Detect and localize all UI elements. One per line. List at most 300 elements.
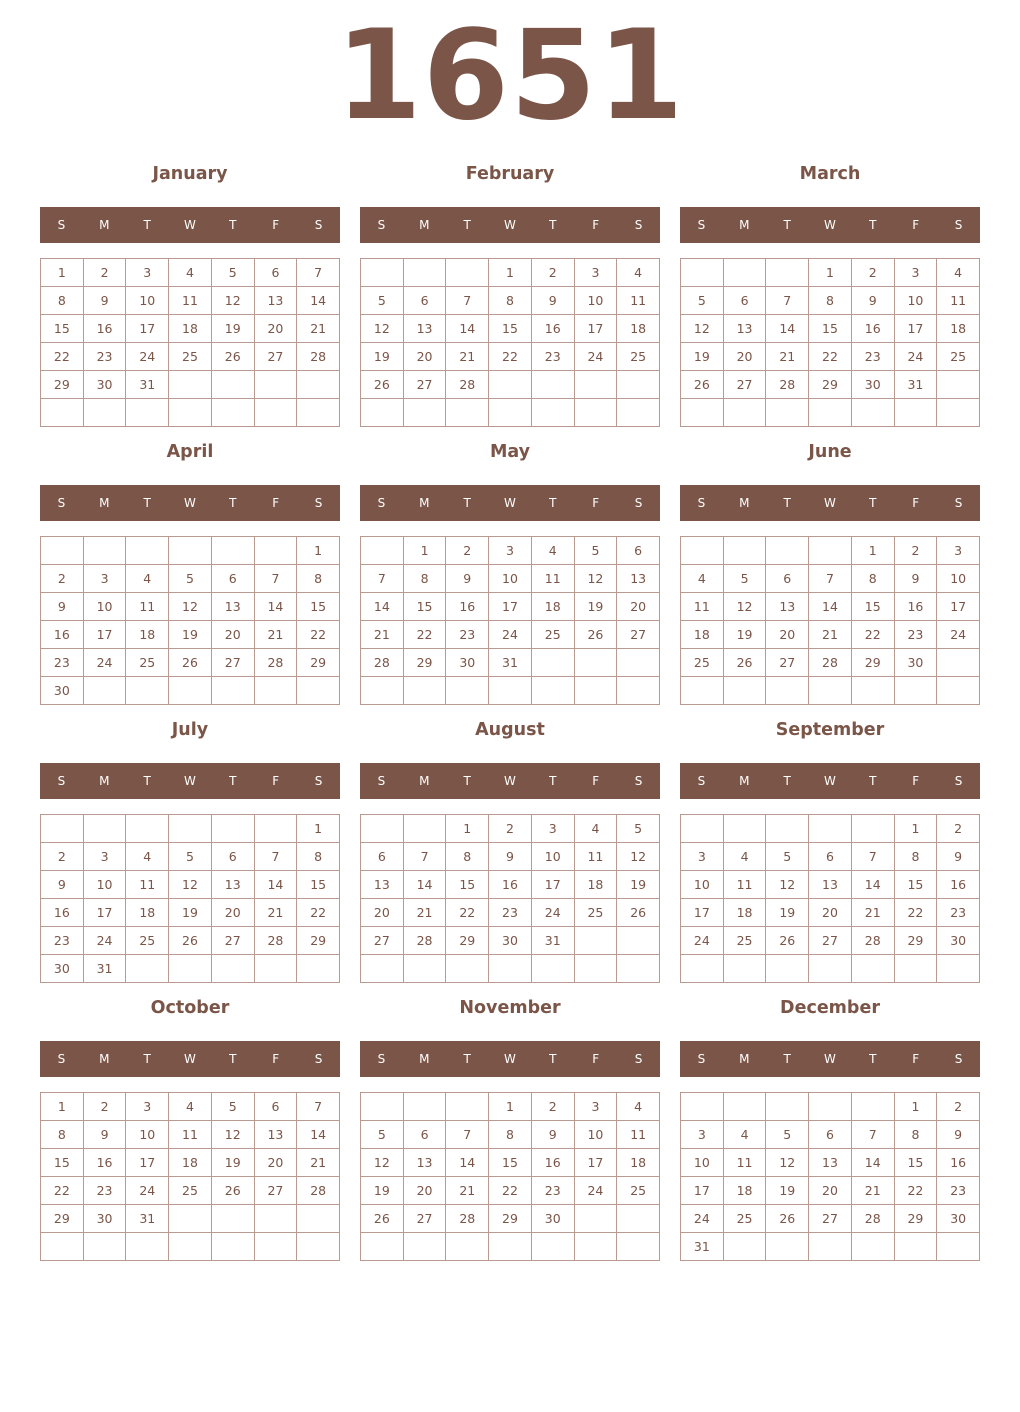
day-cell: 1 (489, 1093, 532, 1121)
month-october (40, 992, 340, 1270)
weekday-label: F (592, 774, 600, 788)
day-cell: 15 (489, 1149, 532, 1177)
day-cell: 11 (617, 287, 660, 315)
day-cell: 24 (489, 621, 532, 649)
empty-day-cell (361, 259, 404, 287)
empty-day-cell (895, 399, 938, 427)
day-cell: 1 (895, 1093, 938, 1121)
day-cell: 25 (617, 343, 660, 371)
day-cell: 26 (169, 649, 212, 677)
weekday-label: S (314, 218, 323, 232)
day-cell: 28 (852, 927, 895, 955)
weekday-label: M (419, 496, 430, 510)
day-cell: 26 (724, 649, 767, 677)
month-name: November (459, 998, 561, 1018)
day-cell: 21 (446, 1177, 489, 1205)
day-cell: 11 (169, 287, 212, 315)
day-cell: 7 (446, 1121, 489, 1149)
month-september (680, 714, 980, 992)
weekday-label: W (504, 774, 516, 788)
day-cell: 17 (575, 315, 618, 343)
empty-day-cell (41, 399, 84, 427)
empty-day-cell (575, 649, 618, 677)
empty-day-cell (297, 1233, 340, 1261)
weekday-header (40, 1041, 340, 1077)
day-cell: 15 (895, 871, 938, 899)
empty-day-cell (617, 1233, 660, 1261)
weekday-label: T (549, 218, 557, 232)
empty-day-cell (84, 677, 127, 705)
day-cell: 25 (681, 649, 724, 677)
weekday-label: M (99, 774, 110, 788)
day-cell: 17 (126, 315, 169, 343)
day-cell: 25 (126, 927, 169, 955)
month-name: September (775, 720, 885, 740)
day-cell: 22 (895, 1177, 938, 1205)
day-cell: 31 (84, 955, 127, 983)
weekday-header (680, 1041, 980, 1077)
empty-day-cell (575, 927, 618, 955)
day-cell: 14 (766, 315, 809, 343)
day-cell: 15 (895, 1149, 938, 1177)
weekday-label: T (229, 496, 237, 510)
empty-day-cell (852, 955, 895, 983)
day-cell: 8 (297, 843, 340, 871)
day-cell: 21 (852, 1177, 895, 1205)
day-cell: 25 (575, 899, 618, 927)
month-july (40, 714, 340, 992)
weekday-label: M (419, 774, 430, 788)
empty-day-cell (766, 399, 809, 427)
day-cell: 23 (489, 899, 532, 927)
day-cell: 6 (404, 1121, 447, 1149)
day-cell: 2 (532, 1093, 575, 1121)
month-november (360, 992, 660, 1270)
day-cell: 9 (489, 843, 532, 871)
empty-day-cell (169, 371, 212, 399)
weekday-label: S (377, 218, 386, 232)
day-cell: 20 (255, 1149, 298, 1177)
empty-day-cell (361, 677, 404, 705)
empty-day-cell (361, 955, 404, 983)
day-cell: 28 (361, 649, 404, 677)
weekday-label: S (954, 218, 963, 232)
empty-day-cell (809, 1233, 852, 1261)
weekday-label: S (697, 496, 706, 510)
day-cell: 20 (809, 899, 852, 927)
day-cell: 1 (404, 537, 447, 565)
weekday-header (360, 1041, 660, 1077)
weekday-header (40, 207, 340, 243)
day-cell: 31 (532, 927, 575, 955)
weekday-label: S (697, 1052, 706, 1066)
day-cell: 4 (724, 843, 767, 871)
day-cell: 20 (724, 343, 767, 371)
weekday-header (40, 763, 340, 799)
empty-day-cell (724, 815, 767, 843)
weekday-label: W (824, 774, 836, 788)
day-cell: 14 (446, 315, 489, 343)
weekday-label: W (824, 1052, 836, 1066)
day-cell: 18 (617, 1149, 660, 1177)
weekday-label: T (463, 1052, 471, 1066)
empty-day-cell (41, 537, 84, 565)
day-cell: 19 (617, 871, 660, 899)
day-cell: 29 (297, 927, 340, 955)
day-cell: 13 (212, 593, 255, 621)
day-cell: 7 (852, 843, 895, 871)
day-cell: 30 (937, 927, 980, 955)
empty-day-cell (681, 1093, 724, 1121)
day-cell: 7 (297, 1093, 340, 1121)
day-cell: 13 (809, 1149, 852, 1177)
day-cell: 22 (809, 343, 852, 371)
weekday-label: S (954, 774, 963, 788)
weekday-label: S (57, 218, 66, 232)
day-cell: 18 (126, 621, 169, 649)
day-cell: 30 (84, 1205, 127, 1233)
month-name: April (166, 442, 214, 462)
day-cell: 27 (255, 343, 298, 371)
empty-day-cell (169, 815, 212, 843)
day-cell: 24 (681, 927, 724, 955)
day-cell: 19 (169, 621, 212, 649)
day-cell: 18 (724, 899, 767, 927)
day-cell: 8 (895, 1121, 938, 1149)
day-cell: 23 (446, 621, 489, 649)
empty-day-cell (532, 649, 575, 677)
day-cell: 12 (766, 1149, 809, 1177)
day-cell: 2 (446, 537, 489, 565)
weekday-label: S (314, 496, 323, 510)
empty-day-cell (404, 815, 447, 843)
day-cell: 12 (766, 871, 809, 899)
day-cell: 9 (937, 1121, 980, 1149)
day-cell: 22 (41, 343, 84, 371)
empty-day-cell (361, 815, 404, 843)
weekday-label: F (272, 774, 280, 788)
day-cell: 8 (895, 843, 938, 871)
weekday-label: M (99, 496, 110, 510)
day-cell: 29 (895, 927, 938, 955)
day-cell: 28 (809, 649, 852, 677)
empty-day-cell (297, 371, 340, 399)
day-cell: 6 (724, 287, 767, 315)
weekday-label: T (229, 218, 237, 232)
empty-day-cell (937, 399, 980, 427)
empty-day-cell (895, 1233, 938, 1261)
day-cell: 4 (532, 537, 575, 565)
day-cell: 5 (575, 537, 618, 565)
day-cell: 26 (212, 1177, 255, 1205)
weekday-label: W (504, 218, 516, 232)
day-cell: 12 (617, 843, 660, 871)
weekday-label: T (783, 1052, 791, 1066)
day-cell: 1 (41, 259, 84, 287)
empty-day-cell (255, 955, 298, 983)
day-cell: 28 (766, 371, 809, 399)
day-cell: 26 (575, 621, 618, 649)
empty-day-cell (361, 1233, 404, 1261)
day-cell: 31 (126, 1205, 169, 1233)
day-cell: 8 (446, 843, 489, 871)
weekday-label: S (697, 218, 706, 232)
day-cell: 10 (84, 871, 127, 899)
day-cell: 13 (361, 871, 404, 899)
day-cell: 22 (404, 621, 447, 649)
day-cell: 5 (212, 1093, 255, 1121)
day-cell: 24 (575, 343, 618, 371)
day-cell: 6 (255, 259, 298, 287)
day-cell: 12 (575, 565, 618, 593)
day-cell: 2 (937, 1093, 980, 1121)
day-cell: 25 (724, 927, 767, 955)
day-cell: 14 (297, 287, 340, 315)
weekday-label: S (314, 1052, 323, 1066)
day-cell: 3 (126, 259, 169, 287)
day-cell: 1 (809, 259, 852, 287)
day-cell: 22 (489, 1177, 532, 1205)
month-name: May (489, 442, 531, 462)
day-cell: 24 (681, 1205, 724, 1233)
day-cell: 3 (84, 565, 127, 593)
empty-day-cell (255, 399, 298, 427)
day-cell: 2 (41, 565, 84, 593)
day-cell: 5 (724, 565, 767, 593)
day-cell: 3 (681, 1121, 724, 1149)
day-cell: 29 (41, 1205, 84, 1233)
month-april (40, 436, 340, 714)
day-cell: 10 (126, 287, 169, 315)
day-cell: 29 (852, 649, 895, 677)
weekday-label: S (57, 496, 66, 510)
empty-day-cell (766, 259, 809, 287)
day-cell: 13 (212, 871, 255, 899)
empty-day-cell (724, 259, 767, 287)
day-cell: 9 (41, 593, 84, 621)
day-cell: 27 (404, 1205, 447, 1233)
day-cell: 25 (937, 343, 980, 371)
empty-day-cell (852, 399, 895, 427)
day-cell: 19 (212, 315, 255, 343)
day-cell: 10 (681, 871, 724, 899)
day-cell: 30 (489, 927, 532, 955)
weekday-label: W (184, 1052, 196, 1066)
day-cell: 6 (809, 843, 852, 871)
weekday-label: S (57, 1052, 66, 1066)
empty-day-cell (575, 677, 618, 705)
empty-day-cell (126, 815, 169, 843)
empty-day-cell (681, 677, 724, 705)
empty-day-cell (617, 399, 660, 427)
day-cell: 5 (169, 565, 212, 593)
empty-day-cell (489, 955, 532, 983)
weekday-label: W (184, 496, 196, 510)
day-cell: 16 (895, 593, 938, 621)
empty-day-cell (489, 399, 532, 427)
day-cell: 27 (617, 621, 660, 649)
day-cell: 18 (681, 621, 724, 649)
empty-day-cell (937, 371, 980, 399)
day-cell: 6 (809, 1121, 852, 1149)
day-cell: 2 (489, 815, 532, 843)
day-cell: 8 (404, 565, 447, 593)
empty-day-cell (169, 399, 212, 427)
empty-day-cell (724, 1233, 767, 1261)
day-cell: 5 (361, 287, 404, 315)
day-cell: 11 (169, 1121, 212, 1149)
day-cell: 18 (617, 315, 660, 343)
day-cell: 4 (681, 565, 724, 593)
day-cell: 20 (404, 343, 447, 371)
weekday-label: S (377, 1052, 386, 1066)
empty-day-cell (809, 955, 852, 983)
day-cell: 20 (404, 1177, 447, 1205)
day-cell: 16 (937, 1149, 980, 1177)
day-cell: 20 (212, 621, 255, 649)
day-cell: 18 (724, 1177, 767, 1205)
empty-day-cell (212, 371, 255, 399)
days-grid (360, 536, 660, 705)
empty-day-cell (766, 1233, 809, 1261)
day-cell: 5 (681, 287, 724, 315)
day-cell: 20 (766, 621, 809, 649)
day-cell: 28 (297, 1177, 340, 1205)
day-cell: 12 (681, 315, 724, 343)
empty-day-cell (361, 537, 404, 565)
empty-day-cell (895, 955, 938, 983)
day-cell: 15 (41, 1149, 84, 1177)
days-grid (360, 814, 660, 983)
day-cell: 2 (937, 815, 980, 843)
empty-day-cell (852, 677, 895, 705)
weekday-label: S (314, 774, 323, 788)
day-cell: 21 (255, 621, 298, 649)
empty-day-cell (255, 815, 298, 843)
empty-day-cell (681, 537, 724, 565)
empty-day-cell (446, 1233, 489, 1261)
day-cell: 2 (84, 1093, 127, 1121)
day-cell: 7 (809, 565, 852, 593)
day-cell: 27 (809, 927, 852, 955)
day-cell: 7 (446, 287, 489, 315)
day-cell: 8 (297, 565, 340, 593)
month-june (680, 436, 980, 714)
weekday-label: T (549, 774, 557, 788)
empty-day-cell (617, 371, 660, 399)
day-cell: 27 (361, 927, 404, 955)
empty-day-cell (212, 815, 255, 843)
weekday-label: T (783, 218, 791, 232)
day-cell: 14 (255, 593, 298, 621)
day-cell: 19 (681, 343, 724, 371)
day-cell: 2 (895, 537, 938, 565)
empty-day-cell (617, 927, 660, 955)
empty-day-cell (297, 677, 340, 705)
day-cell: 16 (532, 1149, 575, 1177)
weekday-label: T (143, 218, 151, 232)
empty-day-cell (766, 955, 809, 983)
empty-day-cell (126, 399, 169, 427)
day-cell: 22 (852, 621, 895, 649)
day-cell: 15 (809, 315, 852, 343)
day-cell: 6 (361, 843, 404, 871)
day-cell: 18 (169, 1149, 212, 1177)
day-cell: 21 (809, 621, 852, 649)
weekday-label: S (377, 496, 386, 510)
day-cell: 30 (41, 677, 84, 705)
day-cell: 27 (724, 371, 767, 399)
day-cell: 26 (766, 927, 809, 955)
day-cell: 15 (297, 593, 340, 621)
day-cell: 3 (575, 1093, 618, 1121)
weekday-label: T (463, 496, 471, 510)
weekday-label: F (912, 774, 920, 788)
day-cell: 12 (212, 1121, 255, 1149)
day-cell: 28 (446, 1205, 489, 1233)
empty-day-cell (126, 1233, 169, 1261)
day-cell: 25 (532, 621, 575, 649)
empty-day-cell (809, 1093, 852, 1121)
day-cell: 30 (852, 371, 895, 399)
day-cell: 9 (84, 287, 127, 315)
day-cell: 31 (681, 1233, 724, 1261)
empty-day-cell (681, 259, 724, 287)
empty-day-cell (404, 677, 447, 705)
day-cell: 26 (169, 927, 212, 955)
day-cell: 5 (361, 1121, 404, 1149)
day-cell: 7 (404, 843, 447, 871)
day-cell: 27 (212, 927, 255, 955)
weekday-label: T (463, 218, 471, 232)
empty-day-cell (212, 955, 255, 983)
day-cell: 4 (617, 1093, 660, 1121)
month-name: March (799, 164, 861, 184)
day-cell: 12 (169, 871, 212, 899)
day-cell: 1 (852, 537, 895, 565)
weekday-label: W (184, 774, 196, 788)
day-cell: 19 (575, 593, 618, 621)
day-cell: 30 (895, 649, 938, 677)
weekday-label: W (824, 496, 836, 510)
day-cell: 21 (852, 899, 895, 927)
day-cell: 25 (169, 343, 212, 371)
day-cell: 21 (297, 1149, 340, 1177)
day-cell: 5 (212, 259, 255, 287)
day-cell: 13 (404, 315, 447, 343)
empty-day-cell (404, 1233, 447, 1261)
empty-day-cell (84, 399, 127, 427)
day-cell: 23 (41, 649, 84, 677)
day-cell: 14 (852, 1149, 895, 1177)
empty-day-cell (724, 1093, 767, 1121)
day-cell: 1 (297, 815, 340, 843)
day-cell: 24 (895, 343, 938, 371)
day-cell: 30 (84, 371, 127, 399)
day-cell: 10 (575, 1121, 618, 1149)
weekday-label: T (463, 774, 471, 788)
empty-day-cell (404, 1093, 447, 1121)
empty-day-cell (937, 1233, 980, 1261)
day-cell: 16 (937, 871, 980, 899)
day-cell: 21 (766, 343, 809, 371)
empty-day-cell (724, 677, 767, 705)
empty-day-cell (41, 1233, 84, 1261)
day-cell: 15 (404, 593, 447, 621)
weekday-label: S (954, 496, 963, 510)
day-cell: 21 (446, 343, 489, 371)
empty-day-cell (212, 1205, 255, 1233)
